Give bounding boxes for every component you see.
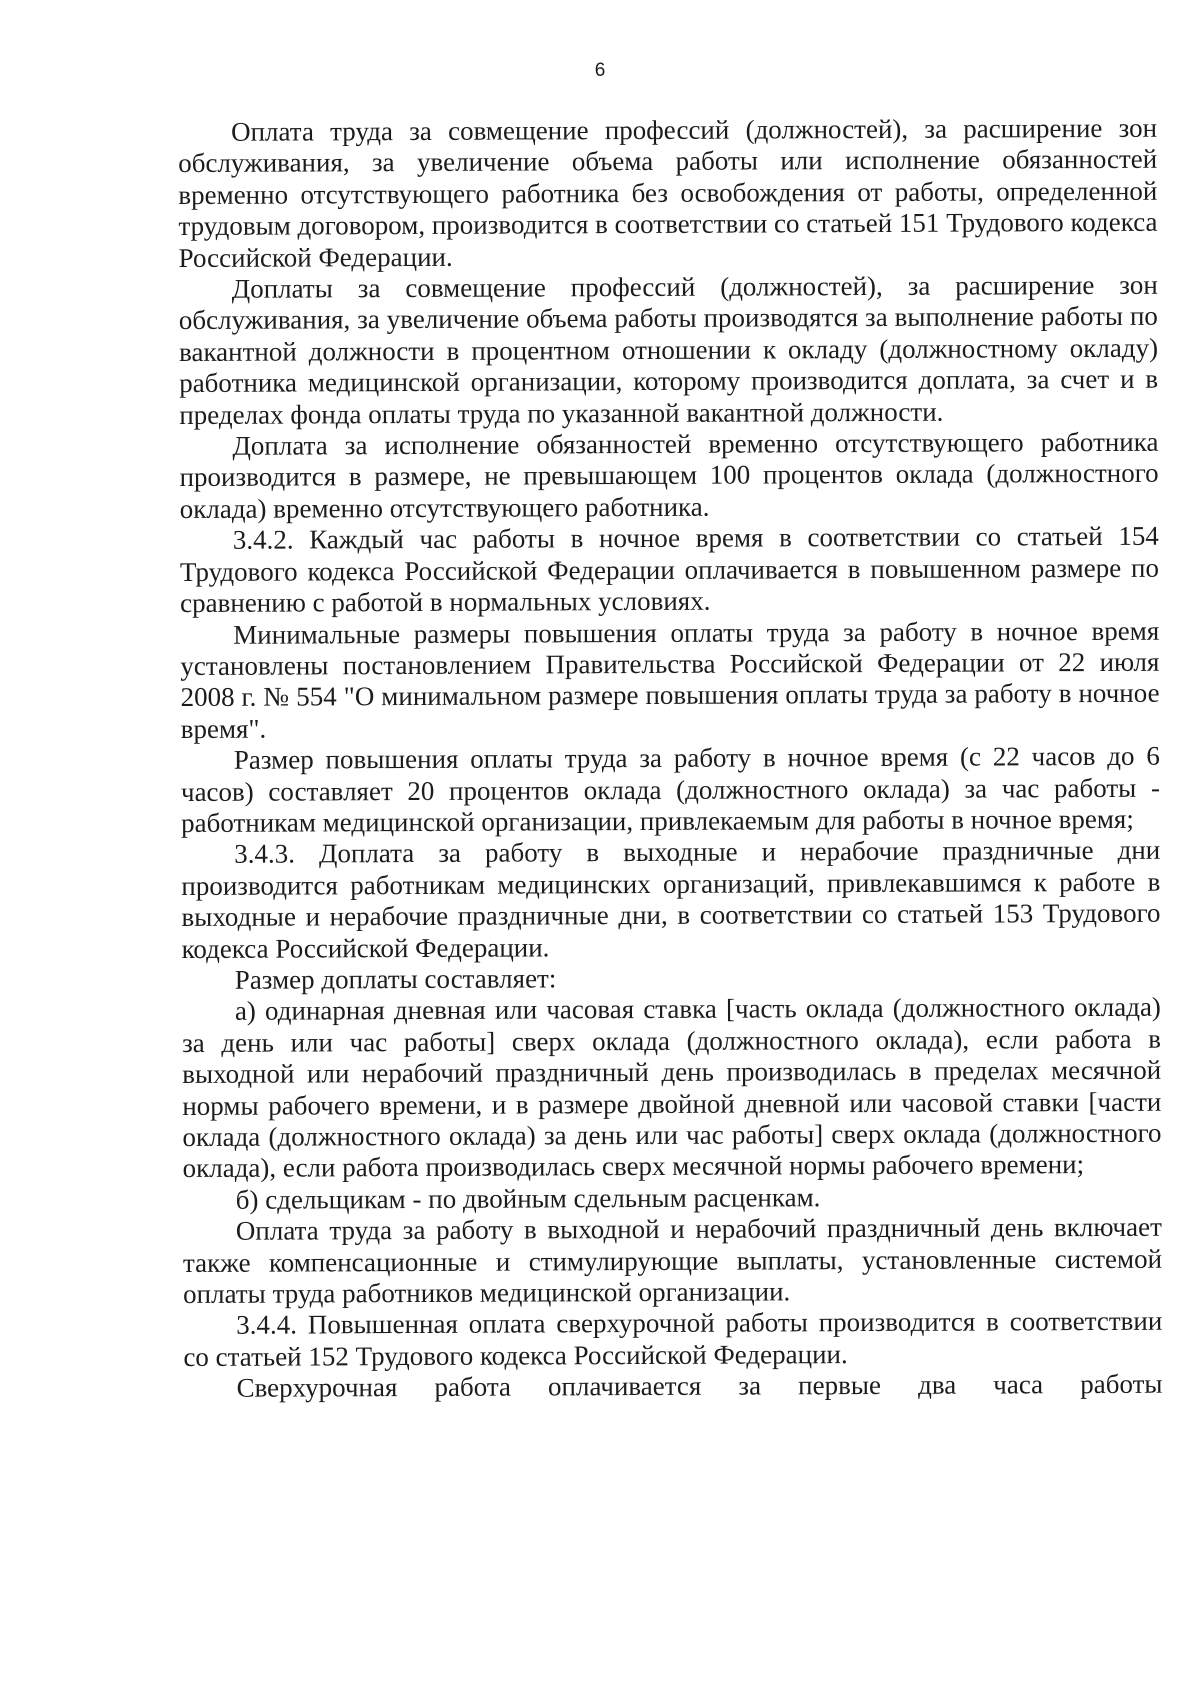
paragraph-3-4-4-overtime: 3.4.4. Повышенная оплата сверхурочной работы производится в соответствии со статьей 152 Трудового кодекса Российской Федерации. — [183, 1306, 1163, 1372]
paragraph-3-4-3-holiday-work: 3.4.3. Доплата за работу в выходные и нерабочие праздничные дни производится работникам медицинских организаций, привлекавшимся к работе в выходные и нерабочие праздничные дни, в соответствии со статьей 153 Трудового кодекса Российской Федерации. — [181, 835, 1161, 964]
paragraph-surcharge-size: Размер доплаты составляет: — [234, 963, 557, 995]
paragraph-absent-worker-surcharge: Доплата за исполнение обязанностей временно отсутствующего работника производится в размере, не превышающем 100 процентов оклада (должностного оклада) временно отсутствующего работника. — [179, 426, 1159, 524]
paragraph-night-rate: Размер повышения оплаты труда за работу в ночное время (с 22 часов до 6 часов) составляет 20 процентов оклада (должностного оклада) за час работы - работникам медицинской организации, привлекаемым для работы в ночное время; — [180, 740, 1160, 838]
paragraph-3-4-2-night-work: 3.4.2. Каждый час работы в ночное время в соответствии со статьей 154 Трудового кодекса Российской Федерации оплачивается в повышенном размере по сравнению с работой в нормальных условиях. — [179, 521, 1160, 619]
paragraph-combination-pay: Оплата труда за совмещение профессий (должностей), за расширение зон обслуживания, за увеличение объема работы или исполнение обязанностей временно отсутствующего работника без освобождения от работы, определенной трудовым договором, производится в соответствии со статьей 151 Трудового кодекса Российской Федерации. — [178, 112, 1158, 273]
paragraph-item-b: б) сдельщикам - по двойным сдельным расценкам. — [235, 1182, 821, 1215]
page-number: 6 — [594, 60, 606, 81]
document-body — [178, 113, 1163, 1405]
paragraph-night-minimum: Минимальные размеры повышения оплаты труда за работу в ночное время установлены постановлением Правительства Российской Федерации от 22 июля 2008 г. № 554 "О минимальном размере повышения оплаты труда за работу в ночное время". — [180, 615, 1160, 744]
paragraph-overtime-first-hours: Сверхурочная работа оплачивается за первые два часа работы — [236, 1368, 1163, 1404]
paragraph-holiday-pay-includes: Оплата труда за работу в выходной и нерабочий праздничный день включает также компенсационные и стимулирующие выплаты, установленные системой оплаты труда работников медицинской организации. — [182, 1211, 1163, 1310]
paragraph-vacancy-surcharge: Доплаты за совмещение профессий (должностей), за расширение зон обслуживания, за увеличение объема работы производятся за выполнение работы по вакантной должности в процентном отношении к окладу (должностному окладу) работника медицинской организации, которому производится доплата, за счет и в пределах фонда оплаты труда по указанной вакантной должности. — [178, 269, 1159, 430]
paragraph-item-a: а) одинарная дневная или часовая ставка [часть оклада (должностного оклада) за день или час работы] сверх оклада (должностного оклада), если работа в выходной или нерабочий праздничный день производилась в пределах месячной нормы рабочего времени, и в размере двойной дневной или часовой ставки [части оклада (должностного оклада) за день или час работы] сверх оклада (должностного оклада), если работа производилась сверх месячной нормы рабочего времени; — [181, 992, 1162, 1184]
